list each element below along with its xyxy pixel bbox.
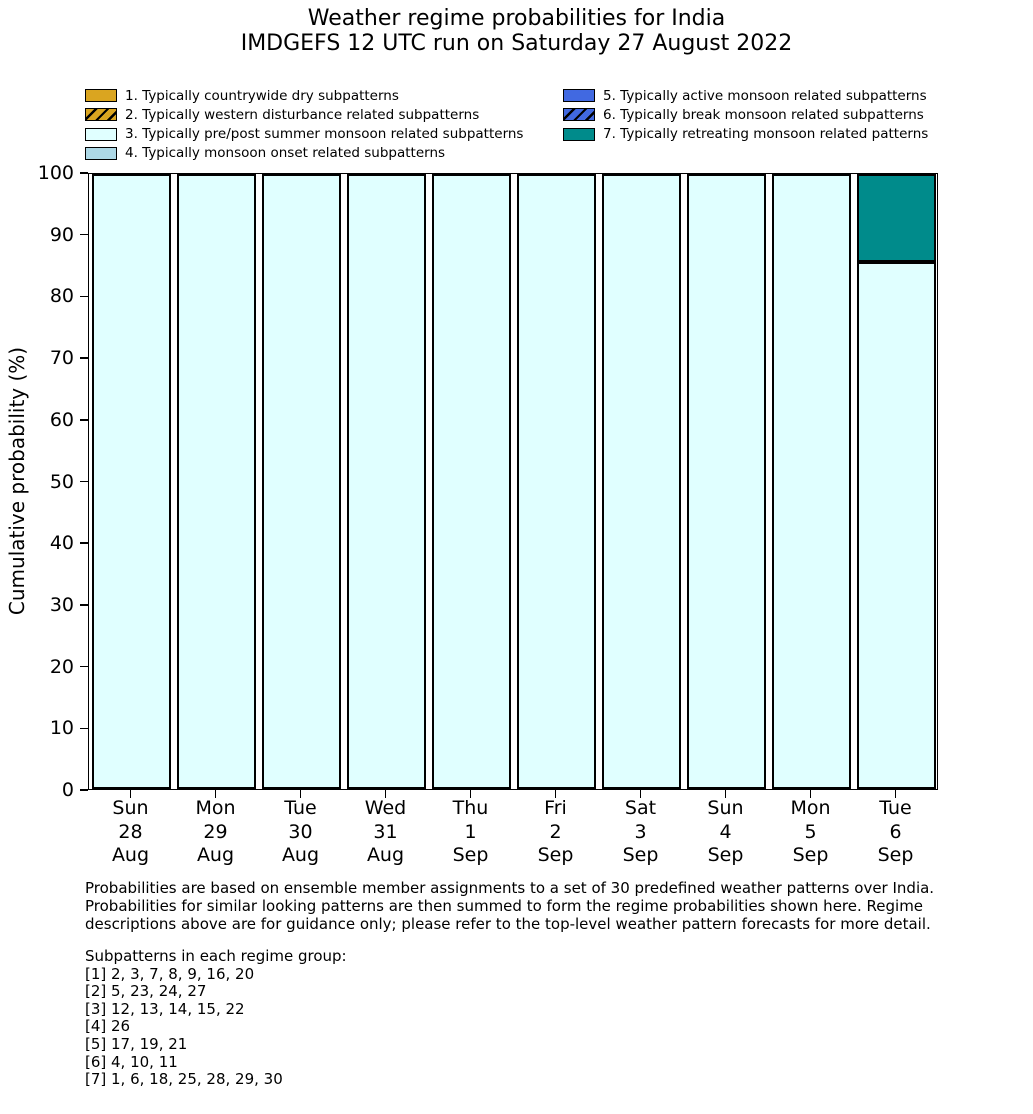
x-tick-label-day: Thu [452, 797, 489, 819]
x-tick-label-month: Aug [281, 844, 320, 866]
x-tick-label-day: Sun [707, 797, 744, 819]
x-tick-label-day: Mon [195, 797, 236, 819]
bar-segment-regime-3 [262, 174, 341, 789]
legend-swatch-regime-7 [563, 128, 595, 141]
footnote-line: descriptions above are for guidance only; please refer to the top-level weather pattern forecasts for more detail. [85, 915, 931, 933]
bar-segment-regime-3 [687, 174, 766, 789]
y-tick-label: 10 [49, 717, 74, 740]
x-tick-label-date: 5 [804, 820, 817, 843]
legend-label: 7. Typically retreating monsoon related patterns [603, 126, 929, 143]
y-tick-label: 0 [61, 779, 74, 801]
legend-item-regime-4 [85, 145, 445, 162]
x-tick-label-day: Sat [624, 797, 657, 819]
y-tick-mark [80, 728, 88, 730]
y-tick-label: 20 [49, 655, 74, 678]
x-tick-label-day: Wed [364, 797, 407, 819]
x-tick-label-day: Mon [790, 797, 831, 819]
bar-segment-regime-3 [857, 262, 936, 789]
x-tick-label [428, 797, 513, 868]
x-tick-label-date: 30 [288, 820, 313, 843]
plot-area [88, 173, 938, 790]
y-tick-mark [80, 604, 88, 606]
subpattern-group: [1] 2, 3, 7, 8, 9, 16, 20 [85, 964, 255, 983]
bar-mon-29aug [177, 174, 256, 789]
x-tick-label-date: 2 [549, 820, 562, 843]
legend-swatch-regime-5 [563, 89, 595, 102]
bar-segment-regime-3 [517, 174, 596, 789]
footnote [85, 879, 934, 933]
x-tick-label-date: 1 [464, 820, 477, 843]
x-tick-label-month: Sep [452, 844, 489, 866]
x-tick-label-month: Sep [622, 844, 659, 866]
y-tick-label: 50 [49, 470, 74, 493]
legend-item-regime-1 [85, 87, 399, 104]
legend-item-regime-7 [563, 126, 928, 143]
y-tick-label: 80 [49, 285, 74, 308]
x-tick-label-date: 29 [203, 820, 228, 843]
subpatterns-list [85, 948, 347, 1089]
subpatterns-heading: Subpatterns in each regime group: [85, 947, 347, 965]
x-tick-label-date: 4 [719, 820, 732, 843]
chart-title-line2: IMDGEFS 12 UTC run on Saturday 27 August 2022 [240, 31, 793, 56]
bar-mon-5sep [772, 174, 851, 789]
legend-label: 5. Typically active monsoon related subpatterns [603, 87, 927, 104]
y-tick-mark [80, 172, 88, 174]
legend-item-regime-3 [85, 126, 523, 143]
y-tick-mark [80, 481, 88, 483]
x-tick-label-month: Sep [877, 844, 914, 866]
bar-segment-regime-3 [772, 174, 851, 789]
bar-wed-31aug [347, 174, 426, 789]
bar-thu-1sep [432, 174, 511, 789]
subpattern-group: [2] 5, 23, 24, 27 [85, 982, 207, 1001]
x-tick-label-date: 3 [634, 820, 647, 843]
legend-swatch-regime-6-hatched [563, 108, 595, 121]
bar-sat-3sep [602, 174, 681, 789]
footnote-line: Probabilities are based on ensemble member assignments to a set of 30 predefined weather patterns over India. [85, 879, 935, 897]
legend-item-regime-2 [85, 106, 479, 123]
x-tick-label-day: Fri [544, 797, 567, 819]
x-tick-label [768, 797, 853, 868]
y-tick-mark [80, 419, 88, 421]
legend-swatch-regime-3 [85, 128, 117, 141]
legend-label: 4. Typically monsoon onset related subpatterns [125, 145, 446, 162]
x-tick-label-date: 28 [118, 820, 143, 843]
y-tick-mark [80, 542, 88, 544]
y-tick-mark [80, 234, 88, 236]
y-tick-label: 30 [49, 593, 74, 616]
bar-segment-regime-7 [857, 174, 936, 262]
legend-label: 1. Typically countrywide dry subpatterns [125, 87, 399, 104]
bar-segment-regime-3 [602, 174, 681, 789]
bar-segment-regime-3 [92, 174, 171, 789]
y-tick-mark [80, 666, 88, 668]
legend-item-regime-6 [563, 106, 924, 123]
x-tick-label-date: 6 [889, 820, 902, 843]
chart-title-line1: Weather regime probabilities for India [307, 6, 726, 31]
x-tick-label [173, 797, 258, 868]
bar-sun-28aug [92, 174, 171, 789]
bar-sun-4sep [687, 174, 766, 789]
x-tick-label-month: Sep [537, 844, 574, 866]
y-tick-mark [80, 296, 88, 298]
legend-swatch-regime-2-hatched [85, 108, 117, 121]
subpattern-group: [6] 4, 10, 11 [85, 1052, 178, 1071]
bar-tue-30aug [262, 174, 341, 789]
x-tick-label-day: Sun [112, 797, 149, 819]
legend-swatch-regime-1 [85, 89, 117, 102]
bar-segment-regime-3 [347, 174, 426, 789]
x-tick-label [853, 797, 938, 868]
legend-label: 2. Typically western disturbance related subpatterns [125, 106, 480, 123]
y-tick-mark [80, 789, 88, 791]
x-tick-label [513, 797, 598, 868]
y-tick-label: 100 [37, 162, 74, 184]
bar-tue-6sep [857, 174, 936, 789]
chart-title [0, 6, 1033, 56]
y-axis-label: Cumulative probability (%) [5, 346, 29, 616]
x-tick-label [258, 797, 343, 868]
bar-segment-regime-3 [432, 174, 511, 789]
x-tick-label-day: Tue [284, 797, 317, 819]
subpattern-group: [4] 26 [85, 1017, 131, 1036]
legend-label: 3. Typically pre/post summer monsoon related subpatterns [125, 126, 524, 143]
y-tick-label: 90 [49, 223, 74, 246]
subpattern-group: [3] 12, 13, 14, 15, 22 [85, 999, 245, 1018]
x-tick-label-day: Tue [879, 797, 912, 819]
x-tick-label-month: Aug [196, 844, 235, 866]
x-tick-label [88, 797, 173, 868]
subpattern-group: [7] 1, 6, 18, 25, 28, 29, 30 [85, 1070, 283, 1089]
x-tick-label [343, 797, 428, 868]
y-tick-label: 40 [49, 532, 74, 555]
y-tick-mark [80, 357, 88, 359]
subpattern-group: [5] 17, 19, 21 [85, 1034, 188, 1053]
bar-fri-2sep [517, 174, 596, 789]
x-tick-label [598, 797, 683, 868]
x-tick-label-month: Sep [792, 844, 829, 866]
x-tick-label-date: 31 [373, 820, 398, 843]
x-tick-label-month: Sep [707, 844, 744, 866]
footnote-line: Probabilities for similar looking patterns are then summed to form the regime probabilities shown here. Regime [85, 897, 924, 915]
x-tick-label-month: Aug [366, 844, 405, 866]
legend [85, 87, 955, 163]
bar-segment-regime-3 [177, 174, 256, 789]
y-tick-label: 70 [49, 347, 74, 370]
legend-label: 6. Typically break monsoon related subpatterns [603, 106, 924, 123]
legend-item-regime-5 [563, 87, 927, 104]
y-tick-label: 60 [49, 408, 74, 431]
x-tick-label [683, 797, 768, 868]
x-tick-label-month: Aug [111, 844, 150, 866]
legend-swatch-regime-4 [85, 147, 117, 160]
